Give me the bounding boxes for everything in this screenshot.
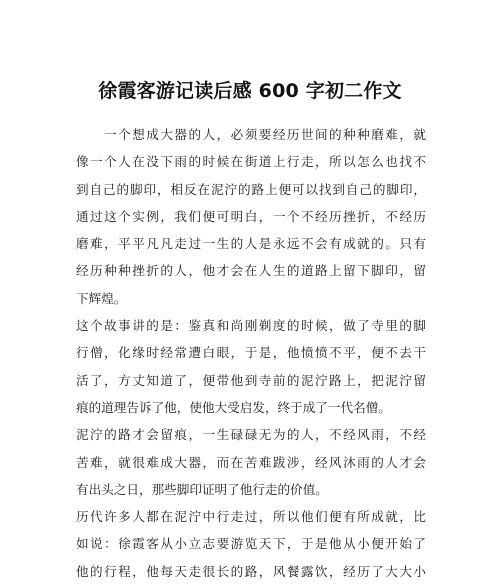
text-line: 痕的道理告诉了他，使他大受启发，终于成了一代名僧。 [76,399,391,415]
text-line: 下辉煌。 [76,290,127,306]
text-line: 通过这个实例，我们便可明白，一个不经历挫折，不经历 [76,208,426,224]
text-line: 这个故事讲的是：鉴真和尚刚剃度的时候，做了寺里的脚 [76,318,426,334]
text-line: 有出头之日，那些脚印证明了他行走的价值。 [76,481,328,497]
text-line: 泥泞的路才会留痕，一生碌碌无为的人，不经风雨，不经 [76,427,426,443]
text-line: 经历种种挫折的人，他才会在人生的道路上留下脚印，留 [76,263,426,279]
text-line: 行僧，化缘时经常遭白眼，于是，他愤愤不平，便不去干 [76,345,426,361]
document-body [76,121,426,585]
text-line: 一个想成大器的人，必须要经历世间的种种磨难，就 [76,127,426,142]
text-line: 到自己的脚印，相反在泥泞的路上便可以找到自己的脚印， [76,181,426,197]
text-line: 历代许多人都在泥泞中行走过，所以他们便有所成就，比 [76,509,426,525]
text-line: 活了，方丈知道了，便带他到寺前的泥泞路上，把泥泞留 [76,372,426,388]
text-line: 磨难，平平凡凡走过一生的人是永远不会有成就的。只有 [76,236,426,252]
text-line: 苦难，就很难成大器，而在苦难跋涉，经风沐雨的人才会 [76,454,426,470]
text-line: 如说：徐霞客从小立志要游览天下，于是他从小便开始了 [76,536,426,552]
document-title: 徐霞客游记读后感 600 字初二作文 [98,80,402,102]
text-line: 他的行程，他每天走很长的路，风餐露饮，经历了大大小 [76,563,426,579]
text-line: 像一个人在没下雨的时候在街道上行走，所以怎么也找不 [76,154,426,170]
